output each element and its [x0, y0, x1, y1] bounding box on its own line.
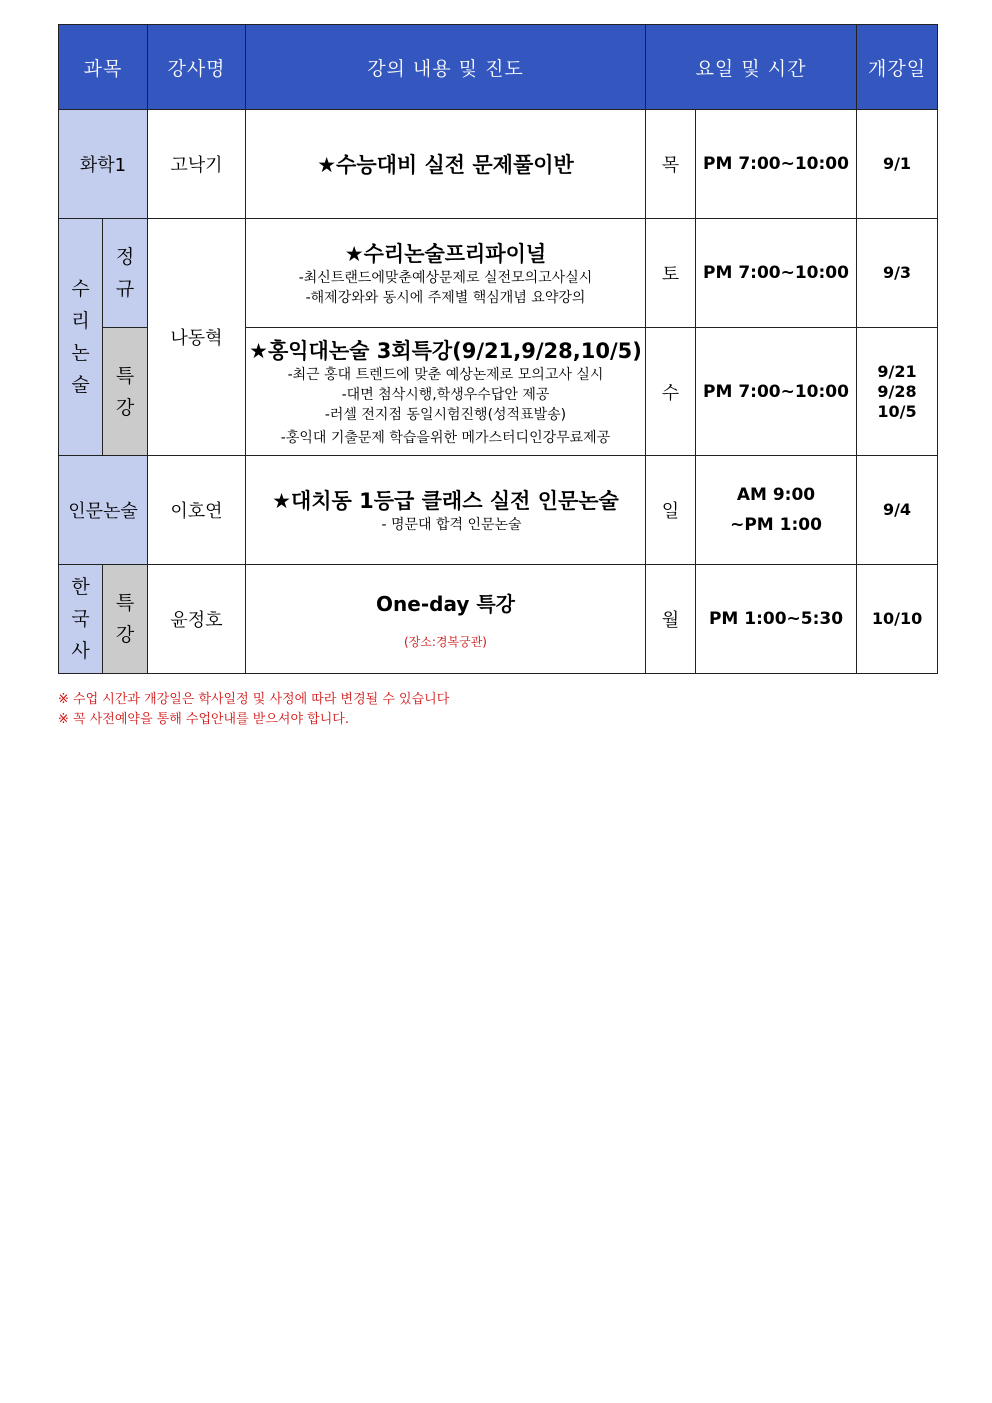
table-row-history — [59, 565, 938, 674]
teacher-cell: 고낙기 — [148, 110, 246, 219]
subject-cell-history — [59, 565, 103, 674]
time-cell: PM 7:00~10:00 — [696, 110, 857, 219]
header-teacher: 강사명 — [148, 25, 246, 110]
course-place: (장소:경복궁관) — [404, 635, 487, 649]
footnotes — [58, 690, 449, 730]
time-line: AM 9:00 — [736, 485, 816, 505]
open-date-cell — [857, 328, 938, 456]
course-title: ★수능대비 실전 문제풀이반 — [317, 153, 574, 177]
content-cell — [246, 565, 646, 674]
time-cell: PM 1:00~5:30 — [696, 565, 857, 674]
header-open-date: 개강일 — [857, 25, 938, 110]
class-type-char: 강 — [115, 396, 135, 419]
subject-cell: 화학1 — [59, 110, 148, 219]
footnote: ※ 수업 시간과 개강일은 학사일정 및 사정에 따라 변경될 수 있습니다 — [58, 692, 450, 707]
course-title: One-day 특강 — [376, 592, 515, 616]
open-date: 10/5 — [877, 401, 917, 421]
time-cell — [696, 456, 857, 565]
header-day-time: 요일 및 시간 — [646, 25, 857, 110]
subject-char: 사 — [71, 640, 90, 662]
content-cell — [246, 328, 646, 456]
open-date: 9/21 — [877, 361, 917, 381]
course-detail: -최근 홍대 트렌드에 맞춘 예상논제로 모의고사 실시 — [287, 367, 604, 383]
time-line: ~PM 1:00 — [730, 515, 822, 535]
day-cell: 목 — [646, 110, 696, 219]
course-detail: -러셀 전지점 동일시험진행(성적표발송) — [324, 407, 567, 423]
class-type-char: 특 — [115, 364, 135, 387]
day-cell: 월 — [646, 565, 696, 674]
time-cell: PM 7:00~10:00 — [696, 328, 857, 456]
schedule-table — [58, 24, 938, 674]
time-cell: PM 7:00~10:00 — [696, 219, 857, 328]
class-type-special — [103, 328, 148, 456]
teacher-cell: 이호연 — [148, 456, 246, 565]
table-row-chemistry — [59, 110, 938, 219]
class-type-char: 규 — [115, 278, 135, 300]
header-subject: 과목 — [59, 25, 148, 110]
class-type-char: 특 — [115, 592, 135, 614]
course-title: ★대치동 1등급 클래스 실전 인문논술 — [272, 489, 619, 513]
content-cell — [246, 219, 646, 328]
course-title: ★홍익대논술 3회특강(9/21,9/28,10/5) — [249, 339, 642, 363]
open-date: 9/28 — [877, 381, 917, 401]
subject-cell: 인문논술 — [59, 456, 148, 565]
course-detail: -해제강와와 동시에 주제별 핵심개념 요약강의 — [305, 290, 586, 306]
content-cell — [246, 110, 646, 219]
subject-char: 논 — [71, 342, 90, 364]
class-type-special — [103, 565, 148, 674]
open-date-cell: 9/4 — [857, 456, 938, 565]
subject-char: 국 — [71, 608, 90, 630]
course-detail: -대면 첨삭시행,학생우수답안 제공 — [341, 387, 550, 403]
course-detail: -최신트랜드에맞춘예상문제로 실전모의고사실시 — [298, 270, 593, 286]
day-cell: 토 — [646, 219, 696, 328]
course-title: ★수리논술프리파이널 — [344, 242, 547, 266]
subject-cell-math — [59, 219, 103, 456]
subject-char: 술 — [71, 374, 90, 396]
class-type-char: 강 — [115, 624, 135, 646]
subject-char: 한 — [71, 576, 90, 598]
teacher-cell: 윤정호 — [148, 565, 246, 674]
table-row-math-regular — [59, 219, 938, 328]
header-content: 강의 내용 및 진도 — [246, 25, 646, 110]
class-type-regular — [103, 219, 148, 328]
table-row-humanities — [59, 456, 938, 565]
open-date-cell: 9/3 — [857, 219, 938, 328]
header-row — [59, 25, 938, 110]
subject-char: 수 — [71, 278, 90, 300]
class-type-char: 정 — [115, 246, 135, 268]
open-date-cell: 10/10 — [857, 565, 938, 674]
day-cell: 수 — [646, 328, 696, 456]
footnote: ※ 꼭 사전예약을 통해 수업안내를 받으셔야 합니다. — [58, 712, 349, 727]
subject-char: 리 — [71, 310, 90, 332]
content-cell — [246, 456, 646, 565]
day-cell: 일 — [646, 456, 696, 565]
course-detail: - 명문대 합격 인문논술 — [381, 517, 522, 533]
open-date-cell: 9/1 — [857, 110, 938, 219]
course-detail: -홍익대 기출문제 학습을위한 메가스터디인강무료제공 — [280, 430, 611, 446]
teacher-cell: 나동혁 — [148, 219, 246, 456]
